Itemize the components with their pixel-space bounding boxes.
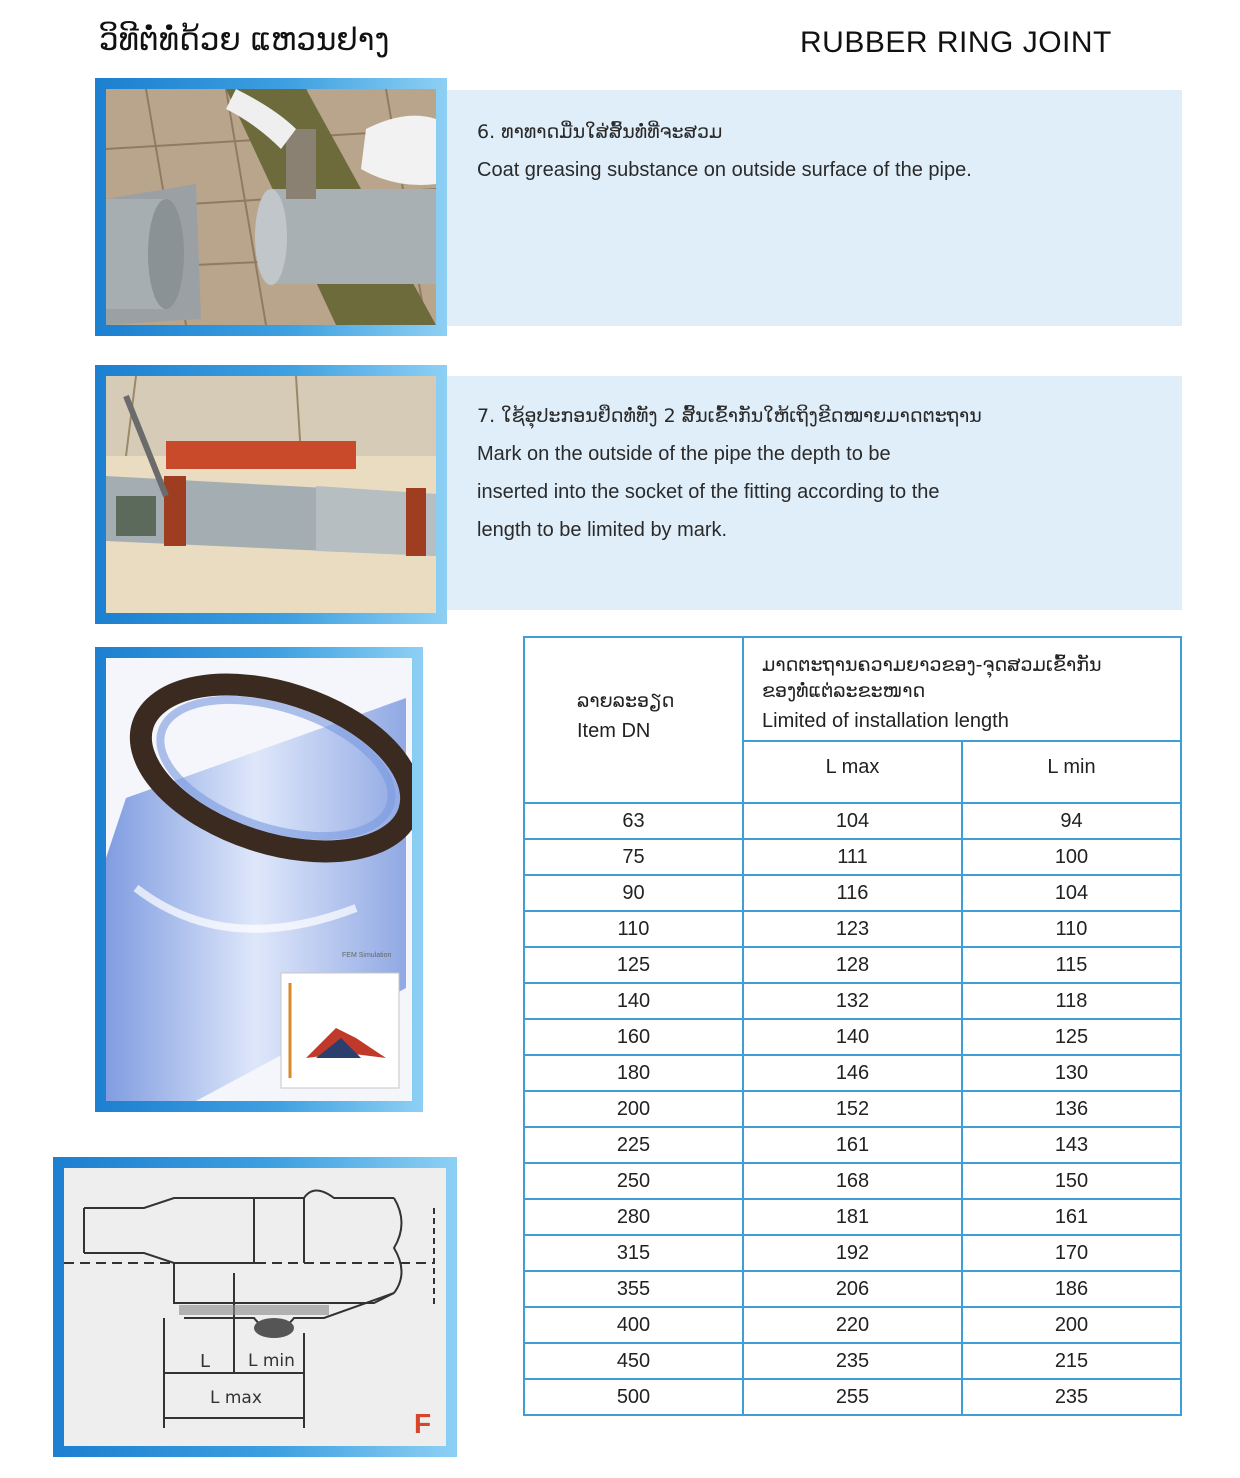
diagram-label-l: L (200, 1351, 211, 1372)
cell-lmax: 123 (743, 911, 962, 947)
installation-length-table (523, 636, 1182, 1416)
item-header-lao: ລາຍລະອຽດ (577, 690, 675, 712)
cell-lmin: 170 (962, 1235, 1181, 1271)
step-7-lao: 7. ໃຊ້ອຸປະກອນຢຶດທໍ່ທັງ 2 ສົ້ນເຂົ້າກັນໃຫ້ເຖິງຂີດໝາຍມາດຕະຖານ (477, 405, 982, 427)
table-row (524, 1019, 1181, 1055)
table-row (524, 1163, 1181, 1199)
table-row (524, 1307, 1181, 1343)
cell-lmax: 161 (743, 1127, 962, 1163)
cell-item-dn: 500 (524, 1379, 743, 1415)
lmin-header (962, 741, 1181, 803)
group-header-lao-1: ມາດຕະຖານຄວາມຍາວຂອງ-ຈຸດສວມເຂົ້າກັນ (762, 654, 1102, 676)
cell-lmin: 235 (962, 1379, 1181, 1415)
table-row (524, 1127, 1181, 1163)
cell-lmax: 255 (743, 1379, 962, 1415)
cell-lmax: 152 (743, 1091, 962, 1127)
table-row (524, 1091, 1181, 1127)
lmin-header-label: L min (1047, 756, 1096, 778)
group-header-en: Limited of installation length (762, 710, 1009, 732)
table-row (524, 983, 1181, 1019)
cell-lmax: 128 (743, 947, 962, 983)
cell-lmin: 136 (962, 1091, 1181, 1127)
cell-item-dn: 75 (524, 839, 743, 875)
step-6-photo (95, 78, 447, 336)
cell-lmin: 161 (962, 1199, 1181, 1235)
step-7-english-2: inserted into the socket of the fitting according to the (477, 481, 940, 503)
cell-item-dn: 250 (524, 1163, 743, 1199)
group-header-lao-2: ຂອງທໍ່ແຕ່ລະຂະໜາດ (762, 680, 926, 702)
fem-caption: FEM Simulation (342, 952, 392, 959)
grease-pipe-photo (106, 89, 436, 325)
cell-lmin: 118 (962, 983, 1181, 1019)
diagram-label-lmin: L min (248, 1351, 295, 1371)
cell-lmax: 235 (743, 1343, 962, 1379)
clamp-pipe-photo (106, 376, 436, 613)
table-row (524, 1199, 1181, 1235)
cell-lmin: 104 (962, 875, 1181, 911)
lmax-header (743, 741, 962, 803)
table-row (524, 1379, 1181, 1415)
lmax-header-label: L max (825, 756, 880, 778)
item-header-en: Item DN (577, 720, 651, 742)
cell-lmax: 111 (743, 839, 962, 875)
item-dn-header (524, 637, 743, 803)
cell-lmax: 192 (743, 1235, 962, 1271)
cell-item-dn: 200 (524, 1091, 743, 1127)
step-7-english-3: length to be limited by mark. (477, 519, 728, 541)
cell-lmax: 116 (743, 875, 962, 911)
cell-lmax: 181 (743, 1199, 962, 1235)
cell-lmin: 130 (962, 1055, 1181, 1091)
cell-item-dn: 180 (524, 1055, 743, 1091)
diagram-label-lmax: L max (210, 1388, 262, 1408)
table-row (524, 1271, 1181, 1307)
cell-item-dn: 110 (524, 911, 743, 947)
cell-lmax: 104 (743, 803, 962, 839)
step-6-text (477, 113, 1167, 189)
cell-item-dn: 125 (524, 947, 743, 983)
cell-lmax: 146 (743, 1055, 962, 1091)
cell-item-dn: 400 (524, 1307, 743, 1343)
cell-lmin: 100 (962, 839, 1181, 875)
rubber-ring-illustration (106, 658, 412, 1101)
length-group-header (743, 637, 1181, 741)
cell-lmin: 143 (962, 1127, 1181, 1163)
cell-item-dn: 225 (524, 1127, 743, 1163)
cell-lmax: 140 (743, 1019, 962, 1055)
step-7-english-1: Mark on the outside of the pipe the depth to be (477, 443, 891, 465)
joint-diagram (53, 1157, 457, 1457)
table-row (524, 911, 1181, 947)
step-7-photo (95, 365, 447, 624)
cell-item-dn: 140 (524, 983, 743, 1019)
cell-item-dn: 450 (524, 1343, 743, 1379)
cell-lmin: 186 (962, 1271, 1181, 1307)
cell-item-dn: 90 (524, 875, 743, 911)
cell-lmin: 215 (962, 1343, 1181, 1379)
cell-lmin: 200 (962, 1307, 1181, 1343)
table-row (524, 803, 1181, 839)
table-body (524, 803, 1181, 1415)
step-7-text (477, 397, 1167, 549)
cell-item-dn: 280 (524, 1199, 743, 1235)
cell-lmin: 110 (962, 911, 1181, 947)
page-title-lao: ວິທີຕໍ່ທໍ່ດ້ວຍ ແຫວນຢາງ (99, 22, 390, 58)
step-6-english: Coat greasing substance on outside surface of the pipe. (477, 159, 972, 181)
table-row (524, 1055, 1181, 1091)
step-6-lao: 6. ທາທາດມື່ນໃສ່ສົ້ນທໍ່ທີ່ຈະສວມ (477, 121, 723, 143)
cell-lmax: 206 (743, 1271, 962, 1307)
table-row (524, 1235, 1181, 1271)
cell-lmin: 125 (962, 1019, 1181, 1055)
cell-item-dn: 160 (524, 1019, 743, 1055)
cell-item-dn: 315 (524, 1235, 743, 1271)
cell-lmin: 94 (962, 803, 1181, 839)
cell-item-dn: 63 (524, 803, 743, 839)
cell-item-dn: 355 (524, 1271, 743, 1307)
cell-lmin: 150 (962, 1163, 1181, 1199)
page-title: RUBBER RING JOINT (800, 26, 1112, 59)
table-row (524, 839, 1181, 875)
cell-lmin: 115 (962, 947, 1181, 983)
cell-lmax: 220 (743, 1307, 962, 1343)
cell-lmax: 168 (743, 1163, 962, 1199)
table-row (524, 875, 1181, 911)
fem-simulation-image (95, 647, 423, 1112)
cell-lmax: 132 (743, 983, 962, 1019)
table-row (524, 1343, 1181, 1379)
diagram-badge: F (414, 1408, 432, 1439)
table-row (524, 947, 1181, 983)
